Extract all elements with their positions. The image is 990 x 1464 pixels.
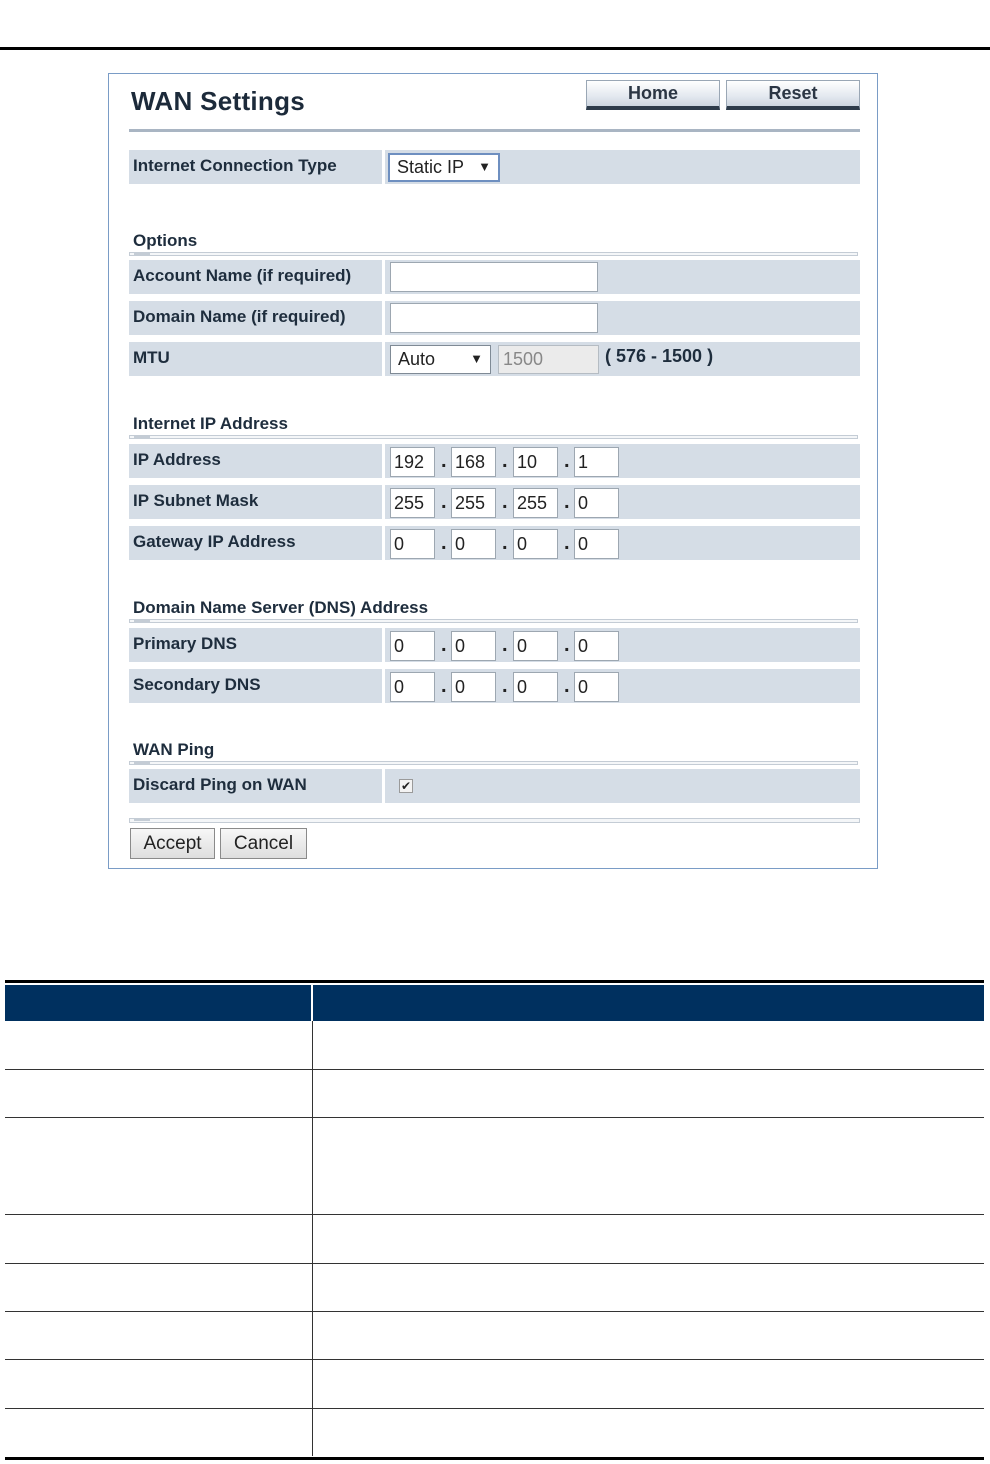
discard-ping-label: Discard Ping on WAN bbox=[129, 769, 385, 803]
form-bottom-rule bbox=[129, 818, 860, 823]
secondary-dns-octet-4[interactable]: 0 bbox=[574, 672, 619, 702]
discard-ping-row bbox=[129, 769, 860, 803]
dns-section-rule bbox=[129, 619, 858, 623]
ip-address-label: IP Address bbox=[129, 444, 385, 478]
octet-separator: . bbox=[502, 634, 508, 656]
page-title: WAN Settings bbox=[131, 86, 306, 116]
connection-type-select[interactable] bbox=[388, 153, 500, 182]
home-button[interactable]: Home bbox=[586, 80, 720, 110]
wan-ping-section-title: WAN Ping bbox=[133, 740, 215, 759]
octet-separator: . bbox=[441, 634, 447, 656]
ip-address-row bbox=[129, 444, 860, 478]
chevron-down-icon: ▼ bbox=[478, 159, 491, 174]
primary-dns-octet-1[interactable]: 0 bbox=[390, 631, 435, 661]
internet-ip-section-rule bbox=[129, 435, 858, 439]
octet-separator: . bbox=[441, 450, 447, 472]
checkmark-icon: ✔ bbox=[400, 779, 412, 793]
title-divider bbox=[129, 129, 860, 132]
reset-button[interactable]: Reset bbox=[726, 80, 860, 110]
table-header-divider bbox=[311, 985, 313, 1021]
mtu-label: MTU bbox=[129, 342, 385, 376]
gateway-octet-2[interactable]: 0 bbox=[451, 529, 496, 559]
secondary-dns-fields bbox=[385, 669, 860, 703]
mask-octet-2[interactable]: 255 bbox=[451, 488, 496, 518]
octet-separator: . bbox=[564, 634, 570, 656]
table-row bbox=[5, 1409, 984, 1456]
options-section-title: Options bbox=[133, 231, 198, 250]
cancel-button[interactable]: Cancel bbox=[220, 828, 307, 859]
mtu-mode-value: Auto bbox=[398, 349, 436, 369]
connection-type-label: Internet Connection Type bbox=[129, 150, 385, 184]
table-row bbox=[5, 1264, 984, 1312]
gateway-octet-3[interactable]: 0 bbox=[513, 529, 558, 559]
account-name-row bbox=[129, 260, 860, 294]
octet-separator: . bbox=[564, 450, 570, 472]
gateway-fields bbox=[385, 526, 860, 560]
primary-dns-label: Primary DNS bbox=[129, 628, 385, 662]
secondary-dns-row bbox=[129, 669, 860, 703]
octet-separator: . bbox=[502, 491, 508, 513]
ip-octet-2[interactable]: 168 bbox=[451, 447, 496, 477]
table-top-rule bbox=[5, 980, 984, 983]
options-section-rule bbox=[129, 252, 858, 256]
table-header bbox=[5, 985, 984, 1021]
gateway-row bbox=[129, 526, 860, 560]
dns-section-title: Domain Name Server (DNS) Address bbox=[133, 598, 429, 617]
secondary-dns-octet-1[interactable]: 0 bbox=[390, 672, 435, 702]
octet-separator: . bbox=[502, 450, 508, 472]
account-name-label: Account Name (if required) bbox=[129, 260, 385, 294]
octet-separator: . bbox=[502, 532, 508, 554]
discard-ping-checkbox[interactable] bbox=[399, 779, 413, 793]
table-row bbox=[5, 1118, 984, 1215]
wan-ping-section-rule bbox=[129, 761, 858, 765]
secondary-dns-label: Secondary DNS bbox=[129, 669, 385, 703]
accept-button[interactable]: Accept bbox=[130, 828, 215, 859]
table-bottom-rule bbox=[5, 1457, 984, 1460]
octet-separator: . bbox=[441, 675, 447, 697]
domain-name-input[interactable] bbox=[390, 303, 598, 333]
table-row bbox=[5, 1021, 984, 1070]
ip-octet-3[interactable]: 10 bbox=[513, 447, 558, 477]
subnet-mask-row bbox=[129, 485, 860, 519]
primary-dns-fields bbox=[385, 628, 860, 662]
connection-type-row bbox=[129, 150, 860, 184]
octet-separator: . bbox=[441, 491, 447, 513]
internet-ip-section-title: Internet IP Address bbox=[133, 414, 288, 433]
chevron-down-icon: ▼ bbox=[470, 351, 483, 366]
mask-octet-3[interactable]: 255 bbox=[513, 488, 558, 518]
table-row bbox=[5, 1360, 984, 1409]
ip-address-fields bbox=[385, 444, 860, 478]
primary-dns-octet-4[interactable]: 0 bbox=[574, 631, 619, 661]
table-row bbox=[5, 1215, 984, 1264]
subnet-mask-label: IP Subnet Mask bbox=[129, 485, 385, 519]
gateway-label: Gateway IP Address bbox=[129, 526, 385, 560]
octet-separator: . bbox=[502, 675, 508, 697]
ip-octet-4[interactable]: 1 bbox=[574, 447, 619, 477]
octet-separator: . bbox=[564, 532, 570, 554]
octet-separator: . bbox=[441, 532, 447, 554]
mask-octet-4[interactable]: 0 bbox=[574, 488, 619, 518]
domain-name-label: Domain Name (if required) bbox=[129, 301, 385, 335]
primary-dns-octet-3[interactable]: 0 bbox=[513, 631, 558, 661]
octet-separator: . bbox=[564, 491, 570, 513]
secondary-dns-octet-3[interactable]: 0 bbox=[513, 672, 558, 702]
mask-octet-1[interactable]: 255 bbox=[390, 488, 435, 518]
wan-settings-panel bbox=[108, 73, 878, 869]
ip-octet-1[interactable]: 192 bbox=[390, 447, 435, 477]
octet-separator: . bbox=[564, 675, 570, 697]
table-row bbox=[5, 1312, 984, 1360]
subnet-mask-fields bbox=[385, 485, 860, 519]
mtu-mode-select[interactable] bbox=[390, 345, 491, 374]
gateway-octet-4[interactable]: 0 bbox=[574, 529, 619, 559]
mtu-range-text: ( 576 - 1500 ) bbox=[605, 346, 714, 366]
account-name-input[interactable] bbox=[390, 262, 598, 292]
mtu-value-input bbox=[498, 345, 599, 374]
connection-type-value: Static IP bbox=[397, 157, 465, 177]
page-top-rule bbox=[0, 47, 990, 50]
secondary-dns-octet-2[interactable]: 0 bbox=[451, 672, 496, 702]
gateway-octet-1[interactable]: 0 bbox=[390, 529, 435, 559]
domain-name-row bbox=[129, 301, 860, 335]
primary-dns-row bbox=[129, 628, 860, 662]
mtu-row bbox=[129, 342, 860, 376]
table-row bbox=[5, 1070, 984, 1118]
primary-dns-octet-2[interactable]: 0 bbox=[451, 631, 496, 661]
